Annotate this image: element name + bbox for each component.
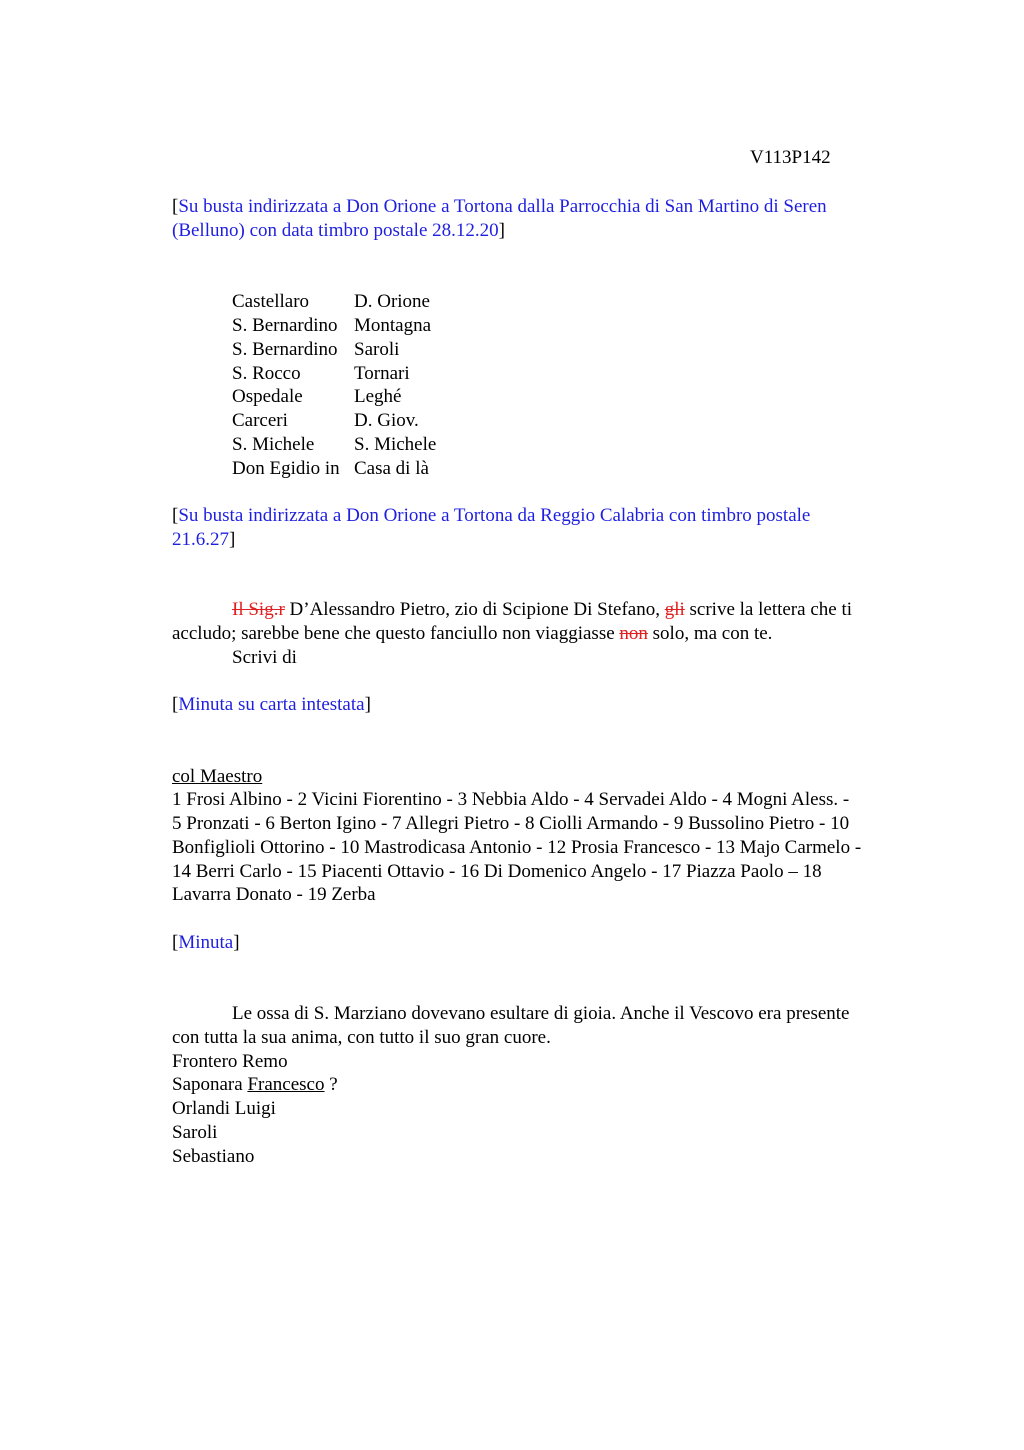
letter-paragraph-line1 (232, 598, 852, 622)
table-cell-left: S. Rocco (232, 363, 301, 384)
table-cell-right: Saroli (354, 339, 400, 360)
bracket-close: ] (364, 694, 371, 715)
letter-paragraph-line2 (172, 622, 772, 646)
list-line: Lavarra Donato - 19 Zerba (172, 884, 376, 905)
table-cell-right: Leghé (354, 386, 402, 407)
note-text: Su busta indirizzata a Don Orione a Tortona dalla Parrocchia di San Martino di Seren (178, 196, 827, 217)
deleted-text: non (619, 623, 648, 644)
bracket-open: [ (172, 694, 179, 715)
name-text: ? (324, 1074, 338, 1095)
name-line: Frontero Remo (172, 1051, 288, 1072)
note-text: (Belluno) con data timbro postale 28.12.20 (172, 220, 499, 241)
paragraph-text: scrive la lettera che ti (684, 599, 852, 620)
table-cell-left: S. Michele (232, 434, 315, 455)
deleted-text: gli (664, 599, 685, 620)
table-cell-right: Tornari (354, 363, 410, 384)
bracket-close: ] (233, 932, 240, 953)
letter-paragraph-line3: Scrivi di (232, 647, 297, 668)
bracket-open: [ (172, 932, 179, 953)
table-cell-left: S. Bernardino (232, 339, 338, 360)
table-cell-left: Carceri (232, 410, 288, 431)
editorial-note-2-line2 (172, 528, 235, 552)
paragraph-text: D’Alessandro Pietro, zio di Scipione Di Stefano, (284, 599, 665, 620)
list-heading: col Maestro (172, 766, 263, 787)
table-cell-left: S. Bernardino (232, 315, 338, 336)
bracket-close: ] (229, 529, 236, 550)
table-cell-right: Casa di là (354, 458, 429, 479)
name-underlined: Francesco (247, 1074, 325, 1095)
editorial-note-1-line1 (172, 195, 827, 219)
table-cell-left: Ospedale (232, 386, 303, 407)
name-line (172, 1073, 338, 1097)
note-text: Minuta (178, 932, 234, 953)
name-line: Sebastiano (172, 1146, 255, 1167)
bracket-close: ] (498, 220, 505, 241)
name-line: Orlandi Luigi (172, 1098, 276, 1119)
document-id: V113P142 (750, 147, 831, 168)
bracket-open: [ (172, 196, 179, 217)
paragraph-text: accludo; sarebbe bene che questo fanciullo non viaggiasse (172, 623, 620, 644)
deleted-text: Il Sig.r (232, 599, 285, 620)
table-cell-right: D. Orione (354, 291, 430, 312)
name-text: Saponara (172, 1074, 248, 1095)
note-text: Minuta su carta intestata (178, 694, 365, 715)
editorial-note-4 (172, 931, 240, 955)
editorial-note-3 (172, 693, 371, 717)
list-line: 5 Pronzati - 6 Berton Igino - 7 Allegri Pietro - 8 Ciolli Armando - 9 Bussolino Pietro - 10 (172, 813, 850, 834)
editorial-note-1-line2 (172, 219, 505, 243)
paragraph-text: solo, ma con te. (647, 623, 773, 644)
draft-paragraph-line2: con tutta la sua anima, con tutto il suo gran cuore. (172, 1027, 551, 1048)
note-text: 21.6.27 (172, 529, 229, 550)
note-text: Su busta indirizzata a Don Orione a Tortona da Reggio Calabria con timbro postale (178, 505, 811, 526)
list-line: Bonfiglioli Ottorino - 10 Mastrodicasa Antonio - 12 Prosia Francesco - 13 Majo Carmelo - (172, 837, 862, 858)
name-line: Saroli (172, 1122, 218, 1143)
table-cell-left: Don Egidio in (232, 458, 340, 479)
draft-paragraph-line1: Le ossa di S. Marziano dovevano esultare di gioia. Anche il Vescovo era presente (232, 1003, 850, 1024)
table-cell-right: D. Giov. (354, 410, 419, 431)
table-cell-left: Castellaro (232, 291, 310, 312)
bracket-open: [ (172, 505, 179, 526)
list-line: 14 Berri Carlo - 15 Piacenti Ottavio - 16 Di Domenico Angelo - 17 Piazza Paolo – 18 (172, 861, 822, 882)
table-cell-right: S. Michele (354, 434, 437, 455)
list-line: 1 Frosi Albino - 2 Vicini Fiorentino - 3 Nebbia Aldo - 4 Servadei Aldo - 4 Mogni Aless. - (172, 789, 850, 810)
table-cell-right: Montagna (354, 315, 432, 336)
editorial-note-2-line1 (172, 504, 810, 528)
